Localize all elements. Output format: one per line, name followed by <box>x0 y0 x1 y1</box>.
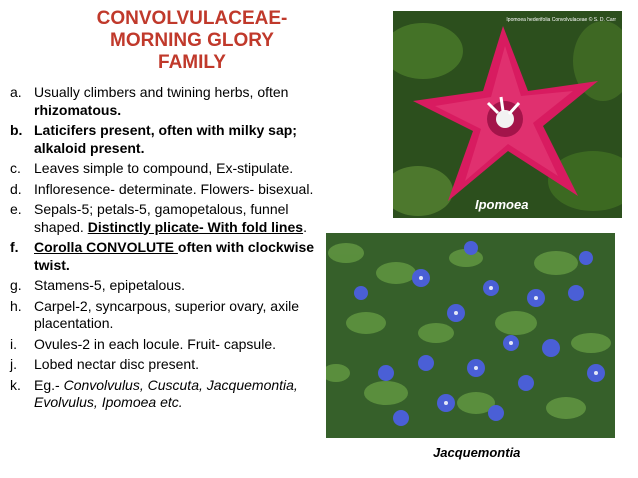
item-text-part: Lobed nectar disc present. <box>34 356 199 372</box>
item-text-part: Laticifers present, often with milky sap; alkaloid present. <box>34 122 297 156</box>
feature-item <box>10 277 328 295</box>
item-text-part: Leaves simple to compound, Ex-stipulate. <box>34 160 294 176</box>
item-text-part: rhizomatous. <box>34 101 122 118</box>
item-text-part: Corolla CONVOLUTE <box>34 239 178 255</box>
item-text-part: Sepals-5; petals-5, gamopetalous, funnel shaped. <box>34 201 289 235</box>
item-text-part: Infloresence- determinate. Flowers- bisexual. <box>34 180 314 197</box>
ipomoea-photo <box>393 11 622 218</box>
item-text <box>34 84 328 119</box>
jacquemontia-photo <box>326 233 615 438</box>
feature-item <box>10 239 328 274</box>
item-text-part: Stamens-5, epipetalous. <box>34 277 185 293</box>
item-text-part: . <box>303 218 307 235</box>
item-text-part: Usually climbers and twining herbs, often <box>34 84 289 100</box>
jacquemontia-caption: Jacquemontia <box>433 445 521 460</box>
item-marker: a. <box>10 84 22 100</box>
item-text <box>34 277 328 295</box>
feature-item <box>10 181 328 199</box>
feature-item <box>10 356 328 374</box>
item-text <box>34 336 328 354</box>
item-marker: i. <box>10 335 17 352</box>
title-line-2: MORNING GLORY <box>110 30 274 51</box>
jacquemontia-flowers-image <box>326 233 615 438</box>
item-marker: e. <box>10 201 22 217</box>
feature-item <box>10 160 328 178</box>
item-marker: d. <box>10 180 22 197</box>
item-marker: k. <box>10 376 21 393</box>
ipomoea-flower-image <box>393 11 622 218</box>
slide-title <box>92 8 292 74</box>
item-text-part: Ovules-2 in each locule. Fruit- capsule. <box>34 335 276 352</box>
feature-item <box>10 336 328 354</box>
item-marker: h. <box>10 297 22 314</box>
photo-credit: Ipomoea hederifolia Convolvulaceae © S. D. Carr <box>506 17 616 23</box>
item-text-part: Eg.- <box>34 376 64 393</box>
feature-item <box>10 201 328 236</box>
item-text <box>34 160 328 178</box>
item-text-part: Convolvulus, Cuscuta, Jacquemontia, Evolvulus, Ipomoea etc. <box>34 376 298 410</box>
item-text <box>34 377 328 412</box>
item-marker: g. <box>10 277 22 293</box>
item-text-part: often with clockwise twist. <box>34 239 315 273</box>
item-text-part: Distinctly plicate- With fold lines <box>87 218 304 235</box>
item-text <box>34 356 328 374</box>
item-marker: b. <box>10 122 23 138</box>
feature-item <box>10 84 328 119</box>
item-text <box>34 239 328 274</box>
feature-item <box>10 298 328 333</box>
title-line-1: CONVOLVULACEAE- <box>96 8 288 29</box>
item-text-part: Carpel-2, syncarpous, superior ovary, axile placentation. <box>34 297 300 331</box>
feature-item <box>10 377 328 412</box>
item-text <box>34 122 328 157</box>
features-list <box>10 84 328 415</box>
item-text <box>34 181 328 199</box>
item-marker: j. <box>10 356 17 372</box>
item-text <box>34 201 328 236</box>
item-marker: f. <box>10 239 19 255</box>
feature-item <box>10 122 328 157</box>
ipomoea-caption: Ipomoea <box>475 197 529 212</box>
title-line-3: FAMILY <box>158 52 226 73</box>
item-marker: c. <box>10 160 21 176</box>
item-text <box>34 298 328 333</box>
